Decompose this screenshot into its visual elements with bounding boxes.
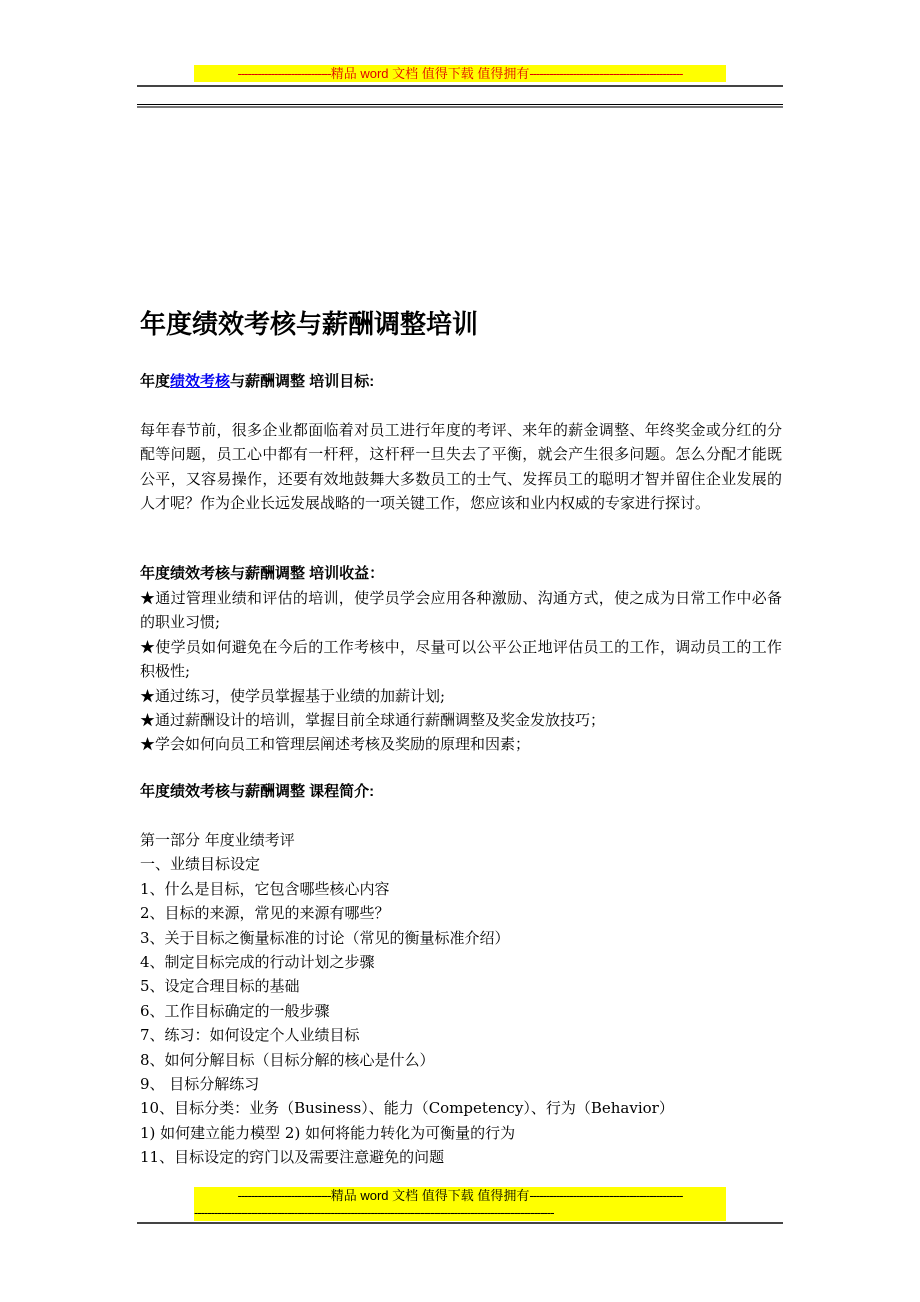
banner-dashes: ------------------------------------------------------------------------------------------------------------: [194, 1205, 554, 1220]
outline-line: 10、目标分类：业务（Business）、能力（Competency）、行为（Behavior）: [140, 1099, 674, 1118]
benefit-item: ★学会如何向员工和管理层阐述考核及奖励的原理和因素；: [140, 735, 531, 754]
outline-line: 1) 如何建立能力模型 2) 如何将能力转化为可衡量的行为: [140, 1123, 516, 1142]
header-rule: [137, 106, 783, 108]
outline-line: 11、目标设定的窍门以及需要注意避免的问题: [140, 1148, 445, 1167]
banner-text: 精品 word 文档 值得下载 值得拥有: [330, 66, 530, 81]
benefits-heading: 年度绩效考核与薪酬调整 培训收益：: [140, 565, 385, 582]
objective-heading: [140, 370, 782, 394]
outline-line: 8、如何分解目标（目标分解的核心是什么）: [140, 1050, 435, 1069]
outline-line: 9、 目标分解练习: [140, 1075, 260, 1094]
banner-dashes: ----------------------------: [237, 66, 331, 81]
outline-line: 2、目标的来源，常见的来源有哪些？: [140, 904, 390, 923]
outline-line: 第一部分 年度业绩考评: [140, 831, 295, 849]
heading-text: 年度: [140, 373, 171, 390]
course-outline: [140, 828, 782, 1170]
outline-line: 6、工作目标确定的一般步骤: [140, 1001, 330, 1020]
outline-line: 4、制定目标完成的行动计划之步骤: [140, 953, 375, 972]
benefit-item: ★通过薪酬设计的培训，掌握目前全球通行薪酬调整及奖金发放技巧；: [140, 711, 606, 730]
banner-dashes: ----------------------------: [237, 1188, 331, 1203]
benefit-item: ★通过练习，使学员掌握基于业绩的加薪计划;: [140, 686, 446, 705]
header-banner: [194, 65, 726, 82]
outline-line: 7、练习：如何设定个人业绩目标: [140, 1026, 360, 1045]
banner-dashes: ----------------------------------------------: [529, 66, 683, 81]
header-rule: [137, 85, 783, 87]
intro-paragraph: 每年春节前，很多企业都面临着对员工进行年度的考评、来年的薪金调整、年终奖金或分红的分配等问题，员工心中都有一杆秤，这杆秤一旦失去了平衡，就会产生很多问题。怎么分配才能既公平，又容易操作，还要有效地鼓舞大多数员工的士气、发挥员工的聪明才智并留住企业发展的人才呢？作为企业长远发展战略的一项关键工作，您应该和业内权威的专家进行探讨。: [140, 421, 782, 513]
benefits-list: [140, 586, 782, 757]
banner-dashes: ----------------------------------------------: [529, 1188, 683, 1203]
heading-text: 与薪酬调整 培训目标:: [230, 373, 375, 390]
footer-rule: [137, 1222, 783, 1224]
footer-banner: [194, 1187, 726, 1221]
course-heading: 年度绩效考核与薪酬调整 课程简介:: [140, 783, 375, 800]
outline-line: 5、设定合理目标的基础: [140, 977, 300, 996]
outline-line: 一、业绩目标设定: [140, 855, 261, 874]
outline-line: 3、关于目标之衡量标准的讨论（常见的衡量标准介绍）: [140, 928, 510, 947]
banner-text: 精品 word 文档 值得下载 值得拥有: [330, 1188, 530, 1203]
outline-line: 1、什么是目标，它包含哪些核心内容: [140, 879, 390, 898]
document-title: 年度绩效考核与薪酬调整培训: [140, 309, 479, 339]
performance-link[interactable]: 绩效考核: [170, 373, 231, 390]
header-rule: [137, 104, 783, 105]
benefit-item: ★通过管理业绩和评估的培训，使学员学会应用各种激励、沟通方式，使之成为日常工作中必备的职业习惯;: [140, 589, 782, 632]
benefit-item: ★使学员如何避免在今后的工作考核中，尽量可以公平公正地评估员工的工作，调动员工的工作积极性;: [140, 637, 782, 681]
